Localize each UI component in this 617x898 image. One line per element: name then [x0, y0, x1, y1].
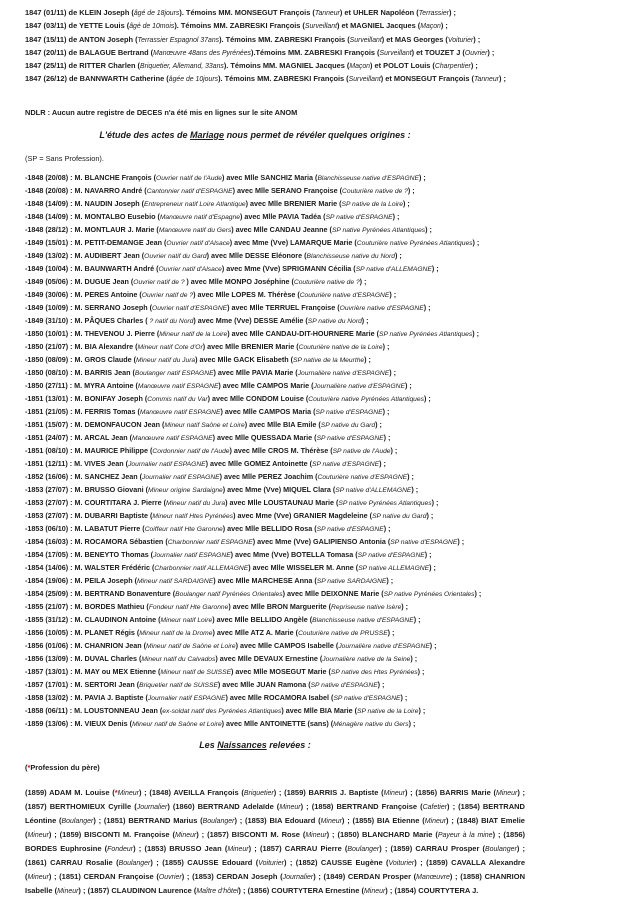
- marriage-record: -1855 (21/07) : M. BORDES Mathieu (Fondeur natif Hte Garonne) avec Mlle BRON Marguerite (Repriseuse native Isère) ;: [25, 601, 409, 611]
- marriage-record: -1849 (05/06) : M. DUGUE Jean (Ouvrier natif de ? ) avec Mlle MONPO Joséphine (Couturière native de ?) ;: [25, 276, 367, 286]
- marriage-record: -1854 (14/06) : M. WALSTER Frédéric (Charbonnier natif ALLEMAGNE) avec Mlle WISSELER M. Anne (SP native ALLEMAGNE) ;: [25, 562, 436, 572]
- marriage-record: -1853 (27/07) : M. BRUSSO Giovani (Mineur origine Sardaigne) avec Mme (Vve) MIQUEL Clara (SP native d'ALLEMAGNE) ;: [25, 484, 419, 494]
- death-record: 1847 (03/11) de YETTE Louis (âgé de 10mois). Témoins MM. ZABRESKI François (Surveillant) et MAGNIEL Jacques (Maçon) ;: [25, 21, 448, 31]
- marriage-record: -1849 (15/01) : M. PETIT-DEMANGE Jean (Ouvrier natif d'Alsace) avec Mme (Vve) LAMARQUE Marie (Couturière native Pyrénées Atlantiques) ;: [25, 237, 480, 247]
- marriage-record: -1848 (20/08) : M. NAVARRO André (Cantonnier natif d'ESPAGNE) avec Mlle SERANO Françoise (Couturière native de ?) ;: [25, 185, 415, 195]
- marriage-record: -1853 (27/07) : M. DUBARRI Baptiste (Mineur natif Htes Pyrénées) avec Mme (Vve) GRANIER Magdeleine (SP native du Gard) ;: [25, 510, 434, 520]
- marriage-record: -1853 (27/07) : M. COURTITARA J. Pierre (Mineur natif du Jura) avec Mlle LOUSTAUNAU Marie (SP native Pyrénées Atlantiques) ;: [25, 497, 439, 507]
- marriage-record: -1853 (06/10) : M. LABATUT Pierre (Coiffeur natif Hte Garonne) avec Mlle BELLIDO Rosa (SP native d'ESPAGNE) ;: [25, 523, 391, 533]
- marriage-record: -1848 (20/08) : M. BLANCHE François (Ouvrier natif de l'Aude) avec Mlle SANCHIZ Maria (Blanchisseuse native d'ESPAGNE) ;: [25, 172, 426, 182]
- marriage-record: -1848 (28/12) : M. MONTLAUR J. Marie (Manœuvre natif du Gers) avec Mlle CANDAU Jeanne (SP native Pyrénées Atlantiques) ;: [25, 224, 432, 234]
- death-record: 1847 (15/11) de ANTON Joseph (Terrassier Espagnol 37ans). Témoins MM. ZABRESKI François (Surveillant) et MAS Georges (Voiturier) ;: [25, 34, 481, 44]
- marriage-record: -1851 (08/10) : M. MAURICE Philippe (Cordonnier natif de l'Aude) avec Mlle CROS M. Thérèse (SP native de l'Aude) ;: [25, 445, 398, 455]
- marriage-record: -1857 (13/01) : M. MAY ou MEX Etienne (Mineur natif de SUISSE) avec Mlle MOSEGUT Marie (SP native des Htes Pyrénées) ;: [25, 666, 425, 676]
- death-record: 1847 (01/11) de KLEIN Joseph (âgé de 18jours). Témoins MM. MONSEGUT François (Tanneur) et UHLER Napoléon (Terrassier) ;: [25, 8, 456, 17]
- marriage-record: -1854 (19/06) : M. PEILA Joseph (Mineur natif SARDAIGNE) avec Mlle MARCHESE Anna (SP native SARDAIGNE) ;: [25, 575, 394, 585]
- father-profession-legend: (*Profession du père): [25, 762, 100, 772]
- marriage-section-title: L'étude des actes de Mariage nous permet de révéler quelques origines :: [99, 129, 411, 140]
- marriage-record: -1851 (21/05) : M. FERRIS Tomas (Manœuvre natif ESPAGNE) avec Mlle CAMPOS Maria (SP native d'ESPAGNE) ;: [25, 406, 390, 416]
- marriage-record: -1848 (14/09) : M. NAUDIN Joseph (Entrepreneur natif Loire Atlantique) avec Mlle BRENIER Marie (SP native de la Loire) ;: [25, 198, 410, 208]
- death-record: 1847 (25/11) de RITTER Charlen (Briquetier, Allemand, 33ans). Témoins MM. MAGNIEL Jacques (Maçon) et POLOT Louis (Charpentier) ;: [25, 61, 478, 71]
- marriage-record: -1856 (01/06) : M. CHANRION Jean (Mineur natif de Saône et Loire) avec Mlle CAMPOS Isabelle (Journalière native d'ESPAGNE) ;: [25, 640, 437, 650]
- marriage-record: -1854 (16/03) : M. ROCAMORA Sébastien (Charbonnier natif ESPAGNE) avec Mme (Vve) GALIPIENSO Antonia (SP native d'ESPAGNE) ;: [25, 536, 465, 546]
- marriage-record: -1849 (10/09) : M. SERRANO Joseph (Ouvrier natif d'ESPAGNE) avec Mlle TERRUEL Françoise (Ouvrière native d'ESPAGNE) ;: [25, 302, 431, 312]
- marriage-record: -1858 (13/02) : M. PAVIA J. Baptiste (Journalier natif ESPAGNE) avec Mlle ROCAMORA Isabel (SP native d'ESPAGNE) ;: [25, 692, 408, 702]
- marriage-record: -1854 (25/09) : M. BERTRAND Bonaventure (Boulanger natif Pyrénées Orientales) avec Mlle DEIXONNE Marie (SP native Pyrénées Orientales) ;: [25, 588, 482, 598]
- red-asterisk: *: [27, 762, 31, 772]
- marriage-records-list: [25, 172, 590, 731]
- marriage-record: -1849 (13/02) : M. AUDIBERT Jean (Ouvrier natif du Gard) avec Mlle DESSE Eléonore (Blanchisseuse native du Nord) ;: [25, 250, 402, 260]
- red-asterisk: *: [114, 787, 118, 797]
- marriage-record: -1851 (13/01) : M. BONIFAY Joseph (Commis natif du Var) avec Mlle CONDOM Louise (Couturière native Pyrénées Atlantiques) ;: [25, 393, 431, 403]
- marriage-record: -1852 (16/06) : M. SANCHEZ Jean (Journalier natif ESPAGNE) avec Mlle PEREZ Joachim (Couturière native d'ESPAGNE) ;: [25, 471, 414, 481]
- marriage-record: -1856 (10/05) : M. PLANET Régis (Mineur natif de la Drome) avec Mlle ATZ A. Marie (Couturière native de PRUSSE) ;: [25, 627, 395, 637]
- marriage-record: -1849 (31/10) : M. PÂQUES Charles ( ? natif du Nord) avec Mme (Vve) DESSE Amélie (SP native du Nord) ;: [25, 315, 369, 325]
- marriage-record: -1855 (31/12) : M. CLAUDINON Antoine (Mineur natif Loire) avec Mlle BELLIDO Angèle (Blanchisseuse native d'ESPAGNE) ;: [25, 614, 421, 624]
- death-record: 1847 (26/12) de BANNWARTH Catherine (âgée de 10jours). Témoins MM. ZABRESKI François (Surveillant) et MONSEGUT François (Tanneur) ;: [25, 74, 506, 84]
- marriage-record: -1857 (17/01) : M. SERTORI Jean (Briquetier natif de SUISSE) avec Mlle JUAN Ramona (SP native d'ESPAGNE) ;: [25, 679, 385, 689]
- sp-legend: (SP = Sans Profession).: [25, 153, 104, 163]
- ndlr-note: NDLR : Aucun autre registre de DECES n'a été mis en lignes sur le site ANOM: [25, 107, 298, 117]
- marriage-record: -1851 (15/07) : M. DEMONFAUCON Jean (Mineur natif Saône et Loire) avec Mlle BIA Emile (SP native du Gard) ;: [25, 419, 382, 429]
- marriage-record: -1851 (24/07) : M. ARCAL Jean (Manœuvre natif ESPAGNE) avec Mlle QUESSADA Marie (SP native d'ESPAGNE) ;: [25, 432, 391, 442]
- marriage-record: -1848 (14/09) : M. MONTALBO Eusebio (Manœuvre natif d'Espagne) avec Mlle PAVIA Tadéa (SP native d'ESPAGNE) ;: [25, 211, 400, 221]
- marriage-record: -1850 (10/01) : M. THEVENOU J. Pierre (Mineur natif de la Loire) avec Mlle CANDAU-DIT-HOURNERE Marie (SP native Pyrénées Atlantiques) ;: [25, 328, 479, 338]
- marriage-record: -1850 (27/11) : M. MYRA Antoine (Manœuvre natif ESPAGNE) avec Mlle CAMPOS Marie (Journalière native d'ESPAGNE) ;: [25, 380, 412, 390]
- marriage-record: -1856 (13/09) : M. DUVAL Charles (Mineur natif du Calvados) avec Mlle DEVAUX Ernestine (Journalière native de la Seine) ;: [25, 653, 418, 663]
- marriage-record: -1850 (21/07) : M. BIA Alexandre (Mineur natif Cote d'Or) avec Mlle BRENIER Marie (Couturière native de la Loire) ;: [25, 341, 390, 351]
- marriage-record: -1850 (08/10) : M. BARRIS Jean (Boulanger natif ESPAGNE) avec Mlle PAVIA Marie (Journalière native d'ESPAGNE) ;: [25, 367, 396, 377]
- marriage-record: -1849 (30/06) : M. PERES Antoine (Ouvrier natif de ?) avec Mlle LOPES M. Thérèse (Couturière native d'ESPAGNE) ;: [25, 289, 397, 299]
- marriage-record: -1859 (13/06) : M. VIEUX Denis (Mineur natif de Saône et Loire) avec Mlle ANTOINETTE (sans) (Ménagère native du Gers) ;: [25, 718, 416, 728]
- marriage-record: -1850 (08/09) : M. GROS Claude (Mineur natif du Jura) avec Mlle GACK Elisabeth (SP native de la Meurthe) ;: [25, 354, 371, 364]
- marriage-record: -1854 (17/05) : M. BENEYTO Thomas (Journalier natif ESPAGNE) avec Mme (Vve) BOTELLA Tomasa (SP native d'ESPAGNE) ;: [25, 549, 432, 559]
- death-record: 1847 (20/11) de BALAGUE Bertrand (Manœuvre 48ans des Pyrénées).Témoins MM. ZABRESKI François (Surveillant) et TOUZET J (Ouvrier) ;: [25, 47, 495, 57]
- marriage-record: -1851 (12/11) : M. VIVES Jean (Journalier natif ESPAGNE) avec Mlle GOMEZ Antoinette (SP native d'ESPAGNE) ;: [25, 458, 386, 468]
- births-section-title: Les Naissances relevées :: [199, 739, 311, 750]
- death-records-1847-block: [25, 7, 590, 87]
- marriage-record: -1858 (06/11) : M. LOUSTONNEAU Jean (ex-soldat natif des Pyrénées Atlantiques) avec Mlle BIA Marie (SP native de la Loire) ;: [25, 705, 426, 715]
- birth-records-paragraph: (1859) ADAM M. Louise (*Mineur) ; (1848) AVEILLA François (Briquetier) ; (1859) BARRIS J. Baptiste (Mineur) ; (1856) BARRIS Marie (Mineur) ;(1857) BERTHOMIEUX Cyrille (Journalier) (1860) BERTRAND Adelaïde (Mineur) ; (1858) BERTRAND Françoise (Cafetier) ; (1854) BERTRAND Léontine (Boulanger) ; (1851) BERTRAND Marius (Boulanger) ; (1853) BIA Edouard (Mineur) ; (1855) BIA Etienne (Mineur) ; (1848) BIAT Emelie (Mineur) ; (1859) BISCONTI M. Françoise (Mineur) ; (1857) BISCONTI M. Rose (Mineur) ; (1850) BLANCHARD Marie (Payeur à la mine) ; (1856) BORDES Euphrosine (Fondeur) ; (1853) BRUSSO Jean (Mineur) ; (1857) CARRAU Pierre (Boulanger) ; (1859) CARRAU Prosper (Boulanger) ; (1861) CARRAU Rosalie (Boulanger) ; (1855) CAUSSE Edouard (Voiturier) ; (1852) CAUSSE Eugène (Voiturier) ; (1859) CAVALLA Alexandre (Mineur) ; (1851) CERDAN Françoise (Ouvrier) ; (1853) CERDAN Joseph (Journalier) ; (1849) CERDAN Prosper (Manœuvre) ; (1858) CHANRION Isabelle (Mineur) ; (1857) CLAUDINON Laurence (Maître d'hôtel) ; (1856) COURTYTERA Ernestine (Mineur) ; (1854) COURTYTERA J.: [25, 787, 526, 895]
- marriage-record: -1849 (10/04) : M. BAUNWARTH André (Ouvrier natif d'Alsace) avec Mme (Vve) SPRIGMANN Cécilia (SP native d'ALLEMAGNE) ;: [25, 263, 439, 273]
